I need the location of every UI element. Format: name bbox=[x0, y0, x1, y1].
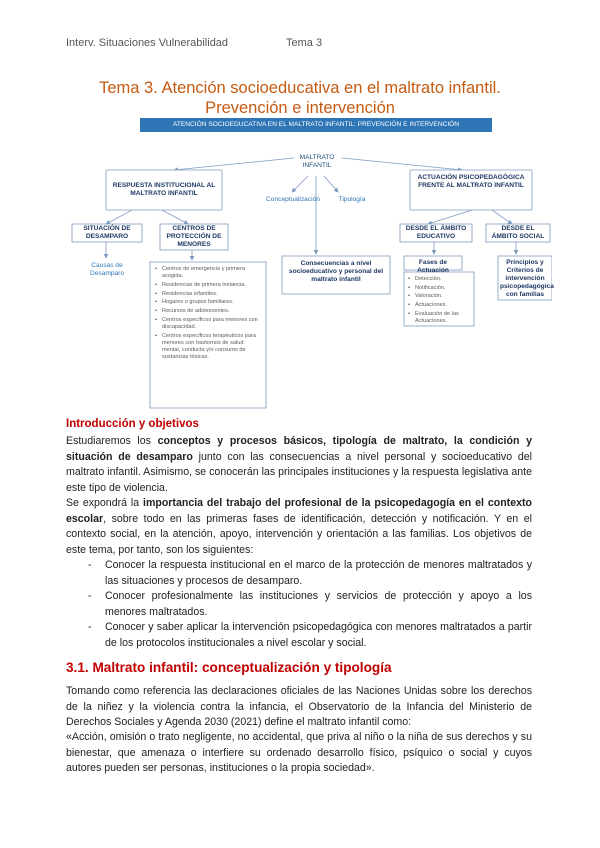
section-heading: 3.1. Maltrato infantil: conceptualización y tipología bbox=[66, 660, 392, 675]
list-item: • Centros de emergencia y primera acogida. bbox=[155, 266, 263, 280]
concept-map-diagram bbox=[62, 114, 552, 410]
section-paragraph: Tomando como referencia las declaraciones oficiales de las Naciones Unidas sobre los derechos de la niñez y la violencia contra la infancia, el Observatorio de la Infancia del Ministerio de Derechos Sociales y Agenda 2030 (2021) define el maltrato infantil como: bbox=[66, 685, 532, 729]
principles-box: Principios y Criterios de intervención psicopedagógica con familias bbox=[500, 259, 554, 298]
list-item: • Notificación. bbox=[408, 285, 472, 292]
header-course: Interv. Situaciones Vulnerabilidad bbox=[66, 37, 229, 49]
list-item: • Actuaciones. bbox=[408, 302, 472, 309]
list-item: • Valoración. bbox=[408, 293, 472, 300]
action-phases-box: Fases de Actuación bbox=[417, 259, 449, 274]
definition-quote: «Acción, omisión o trato negligente, no accidental, que priva al niño o la niña de sus derechos y su bienestar, que amenaza o interfiere su ordenado desarrollo físico, psíquico o social y cuyos autores pueden ser personas, instituciones o la propia sociedad». bbox=[66, 731, 532, 775]
text-run: Estudiaremos los bbox=[66, 435, 158, 447]
desamparo-causes-node: Causas de Desamparo bbox=[89, 262, 125, 277]
diagram-banner: ATENCIÓN SOCIOEDUCATIVA EN EL MALTRATO INFANTIL: PREVENCIÓN E INTERVENCIÓN bbox=[140, 118, 492, 132]
protection-centers-list bbox=[155, 266, 263, 363]
list-item: • Centros específicos para menores con discapacidad. bbox=[155, 317, 263, 331]
page-title bbox=[40, 78, 560, 118]
list-item: • Detección. bbox=[408, 276, 472, 283]
text-run-bold: importancia del trabajo del profesional de la psicopedagogía en el contexto escolar bbox=[66, 497, 532, 525]
list-item: • Residencias de primera instancia. bbox=[155, 282, 263, 289]
objective-item: - Conocer profesionalmente las instituciones y servicios de protección y apoyo a los menores maltratados. bbox=[66, 589, 532, 620]
conceptualization-node: Conceptualización bbox=[266, 196, 320, 203]
objectives-list bbox=[66, 558, 532, 652]
list-item: • Centros específicos terapéuticos para menores con trastornos de salud mental, conducta y/o consumo de sustancias tóxicas. bbox=[155, 333, 263, 362]
social-scope-box: DESDE EL ÁMBITO SOCIAL bbox=[491, 225, 545, 240]
typology-node: Tipología bbox=[338, 196, 366, 203]
list-item: • Recursos de adolescentes. bbox=[155, 308, 263, 315]
intro-paragraph-1 bbox=[66, 434, 532, 496]
consequences-box: Consecuencias a nivel socioeducativo y personal del maltrato infantil bbox=[288, 260, 384, 283]
intro-paragraph-2 bbox=[66, 496, 532, 558]
list-item: • Hogares o grupos familiares. bbox=[155, 299, 263, 306]
text-run: , sobre todo en las primeras fases de identificación, detección y notificación. Y en el contexto social, en la atención, apoyo, intervención y orientación a las familias. Los objetivos de este tema, por tanto, son los siguientes: bbox=[66, 512, 532, 556]
desamparo-box: SITUACIÓN DE DESAMPARO bbox=[83, 225, 131, 240]
title-line-1: Tema 3. Atención socioeducativa en el maltrato infantil. bbox=[99, 79, 501, 97]
header-topic: Tema 3 bbox=[286, 37, 323, 49]
institutional-response-box: RESPUESTA INSTITUCIONAL AL MALTRATO INFANTIL bbox=[112, 182, 216, 197]
objective-item: - Conocer y saber aplicar la intervención psicopedagógica con menores maltratados a partir de los protocolos institucionales a nivel escolar y social. bbox=[66, 620, 532, 651]
text-run-bold: conceptos y procesos básicos, tipología de maltrato, la condición y situación de desamparo bbox=[66, 435, 532, 463]
text-run: junto con las consecuencias a nivel personal y socioeducativo del maltrato infantil. Asimismo, se conocerán las principales instituciones y la respuesta legislativa ante este tipo de violencia. bbox=[66, 450, 532, 494]
educational-scope-box: DESDE EL ÁMBITO EDUCATIVO bbox=[405, 225, 467, 240]
intro-heading: Introducción y objetivos bbox=[66, 418, 199, 430]
action-phases-list bbox=[408, 276, 472, 327]
list-item: • Residencias infantiles. bbox=[155, 291, 263, 298]
protection-centers-box: CENTROS DE PROTECCIÓN DE MENORES bbox=[166, 225, 222, 248]
psychopedagogical-action-box: ACTUACIÓN PSICOPEDAGÓGICA FRENTE AL MALTRATO INFANTIL bbox=[417, 174, 525, 189]
objective-item: - Conocer la respuesta institucional en el marco de la protección de menores maltratados y las situaciones y procesos de desamparo. bbox=[66, 558, 532, 589]
list-item: • Evaluación de las Actuaciones. bbox=[408, 311, 472, 325]
title-line-2: Prevención e intervención bbox=[205, 99, 395, 117]
text-run: Se expondrá la bbox=[66, 497, 143, 509]
diagram-center-node: MALTRATO INFANTIL bbox=[299, 154, 335, 169]
